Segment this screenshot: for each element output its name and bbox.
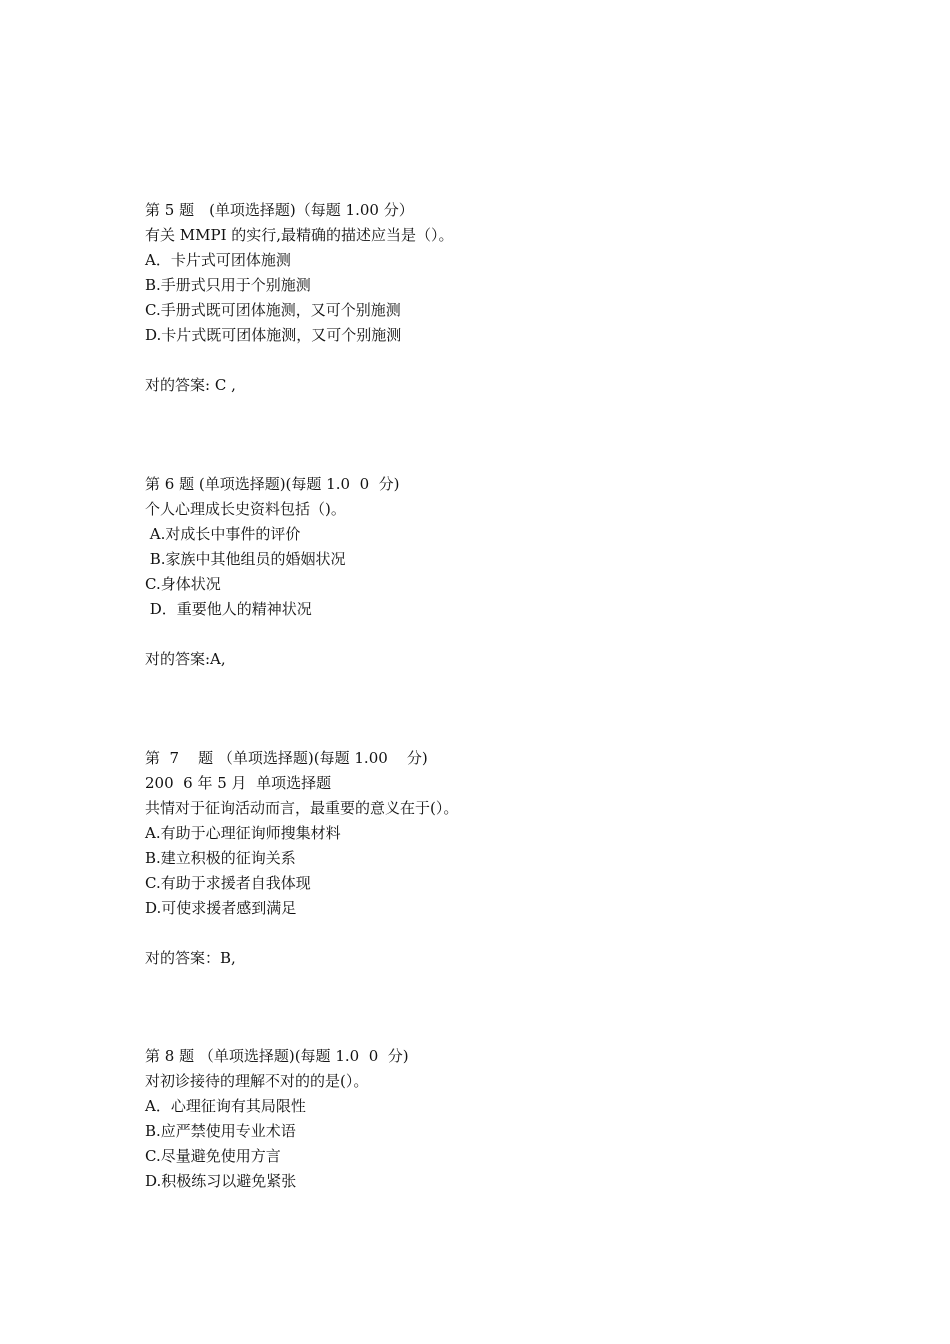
- question-stem: 共情对于征询活动而言，最重要的意义在于(）。: [145, 799, 459, 817]
- question-stem: 对初诊接待的理解不对的的是(）。: [145, 1072, 369, 1090]
- option-d: D.可使求援者感到满足: [145, 899, 297, 917]
- option-b: B.建立积极的征询关系: [145, 849, 296, 867]
- option-b: B.手册式只用于个别施测: [145, 276, 311, 294]
- question-8: [145, 1044, 845, 1194]
- question-header: 第 8 题 （单项选择题)(每题 1.0 0 分): [145, 1047, 409, 1065]
- option-d: D．重要他人的精神状况: [145, 600, 312, 618]
- option-c: C.有助于求援者自我体现: [145, 874, 311, 892]
- answer-text: 对的答案:A,: [145, 650, 226, 668]
- question-header: 第 6 题 (单项选择题)(每题 1.0 0 分): [145, 475, 400, 493]
- option-a: A．卡片式可团体施测: [145, 251, 291, 269]
- option-b: B.应严禁使用专业术语: [145, 1122, 296, 1140]
- answer-text: 对的答案：B,: [145, 949, 236, 967]
- question-stem: 有关 MMPI 的实行,最精确的描述应当是（）。: [145, 226, 454, 244]
- option-a: A．心理征询有其局限性: [145, 1097, 306, 1115]
- question-7: [145, 746, 845, 971]
- question-6: [145, 472, 845, 672]
- question-header: 第 5 题 (单项选择题)（每题 1.00 分）: [145, 201, 414, 219]
- option-d: D.卡片式既可团体施测，又可个别施测: [145, 326, 402, 344]
- option-a: A.对成长中事件的评价: [145, 525, 301, 543]
- question-header: 第 7 题 （单项选择题)(每题 1.00 分): [145, 749, 428, 767]
- question-5: [145, 198, 845, 398]
- question-stem: 个人心理成长史资料包括（)。: [145, 500, 346, 518]
- option-c: C.尽量避免使用方言: [145, 1147, 281, 1165]
- option-b: B.家族中其他组员的婚姻状况: [145, 550, 346, 568]
- option-a: A.有助于心理征询师搜集材料: [145, 824, 341, 842]
- question-source-line: 200 6 年 5 月 单项选择题: [145, 774, 332, 792]
- option-d: D.积极练习以避免紧张: [145, 1172, 297, 1190]
- option-c: C.身体状况: [145, 575, 221, 593]
- answer-text: 对的答案: C ,: [145, 376, 236, 394]
- option-c: C.手册式既可团体施测，又可个别施测: [145, 301, 401, 319]
